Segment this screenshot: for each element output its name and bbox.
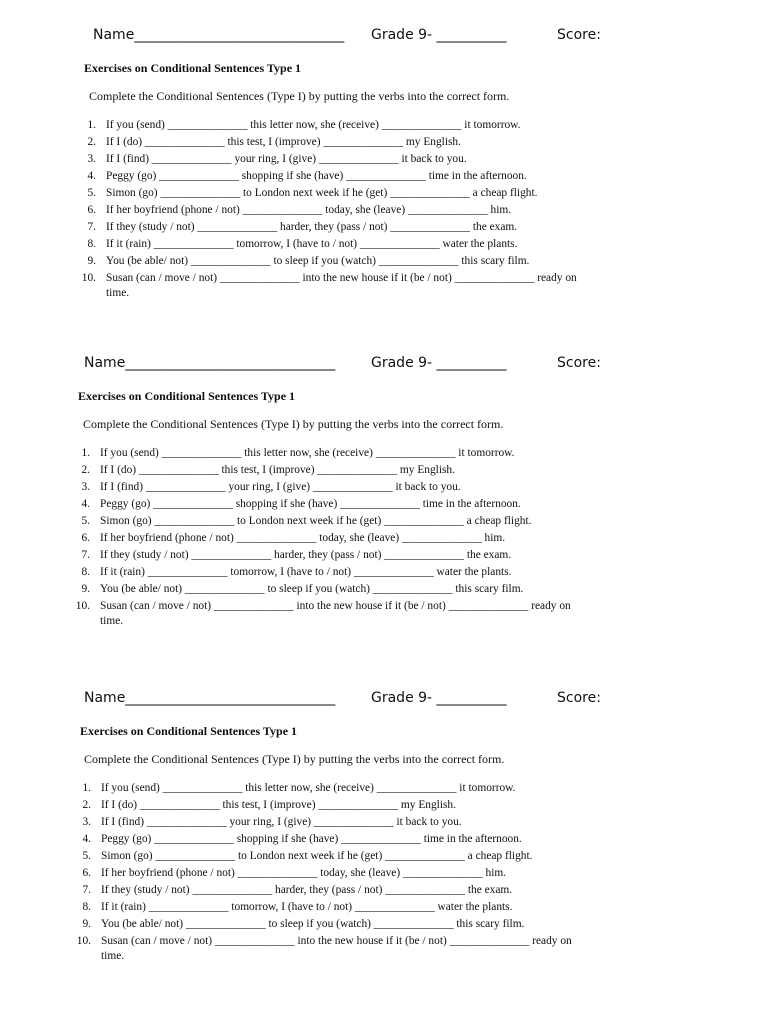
exercise-number: 7. xyxy=(82,884,91,896)
worksheet-instructions: Complete the Conditional Sentences (Type I) by putting the verbs into the correct form. xyxy=(84,752,505,766)
exercise-text: Susan (can / move / not) ______________ into the new house if it (be / not) ______________ ready on xyxy=(101,935,572,947)
worksheet-header xyxy=(0,27,768,47)
exercise-text: If I (find) ______________ your ring, I (give) ______________ it back to you. xyxy=(100,481,461,493)
exercise-text: If they (study / not) ______________ harder, they (pass / not) ______________ the exam. xyxy=(100,549,512,561)
grade-field: Grade 9- __________ xyxy=(371,690,507,706)
exercise-text: Simon (go) ______________ to London next week if he (get) ______________ a cheap flight. xyxy=(106,187,538,199)
name-field: Name______________________________ xyxy=(84,355,336,371)
exercise-text: If you (send) ______________ this letter now, she (receive) ______________ it tomorrow. xyxy=(100,447,515,459)
score-label: Score: xyxy=(557,690,601,706)
exercise-text: Peggy (go) ______________ shopping if she (have) ______________ time in the afternoon. xyxy=(100,498,521,510)
exercise-text: Simon (go) ______________ to London next week if he (get) ______________ a cheap flight. xyxy=(101,850,533,862)
exercise-number: 9. xyxy=(82,918,91,930)
worksheet-header xyxy=(0,690,768,710)
exercise-text-continuation: time. xyxy=(101,950,125,962)
exercise-number: 7. xyxy=(87,221,96,233)
score-label: Score: xyxy=(557,355,601,371)
exercise-number: 7. xyxy=(81,549,90,561)
grade-field: Grade 9- __________ xyxy=(371,355,507,371)
exercise-text: If it (rain) ______________ tomorrow, I (have to / not) ______________ water the plants. xyxy=(101,901,513,913)
exercise-number: 9. xyxy=(81,583,90,595)
exercise-text: If I (find) ______________ your ring, I (give) ______________ it back to you. xyxy=(106,153,467,165)
exercise-number: 1. xyxy=(81,447,90,459)
exercise-number: 1. xyxy=(82,782,91,794)
exercise-text-continuation: time. xyxy=(100,615,124,627)
exercise-text: You (be able/ not) ______________ to sleep if you (watch) ______________ this scary film. xyxy=(100,583,524,595)
worksheet-instructions: Complete the Conditional Sentences (Type I) by putting the verbs into the correct form. xyxy=(89,89,510,103)
exercise-number: 5. xyxy=(82,850,91,862)
exercise-text: If they (study / not) ______________ harder, they (pass / not) ______________ the exam. xyxy=(101,884,513,896)
exercise-number: 3. xyxy=(87,153,96,165)
exercise-text: Simon (go) ______________ to London next week if he (get) ______________ a cheap flight. xyxy=(100,515,532,527)
exercise-text: If I (do) ______________ this test, I (improve) ______________ my English. xyxy=(101,799,456,811)
exercise-number: 8. xyxy=(87,238,96,250)
exercise-text: Peggy (go) ______________ shopping if she (have) ______________ time in the afternoon. xyxy=(106,170,527,182)
exercise-number: 10. xyxy=(81,272,96,284)
worksheet-title: Exercises on Conditional Sentences Type 1 xyxy=(84,61,302,75)
exercise-number: 3. xyxy=(82,816,91,828)
name-field: Name______________________________ xyxy=(84,690,336,706)
exercise-text: If her boyfriend (phone / not) ______________ today, she (leave) ______________ him. xyxy=(101,867,507,879)
exercise-number: 8. xyxy=(81,566,90,578)
worksheet-header xyxy=(0,355,768,375)
exercise-text-continuation: time. xyxy=(106,287,130,299)
exercise-number: 5. xyxy=(87,187,96,199)
exercise-text: You (be able/ not) ______________ to sleep if you (watch) ______________ this scary film. xyxy=(101,918,525,930)
exercise-text: Susan (can / move / not) ______________ into the new house if it (be / not) ______________ ready on xyxy=(100,600,571,612)
exercise-text: If it (rain) ______________ tomorrow, I (have to / not) ______________ water the plants. xyxy=(106,238,518,250)
exercise-text: You (be able/ not) ______________ to sleep if you (watch) ______________ this scary film. xyxy=(106,255,530,267)
exercise-number: 9. xyxy=(87,255,96,267)
exercise-number: 6. xyxy=(87,204,96,216)
exercise-number: 5. xyxy=(81,515,90,527)
exercise-number: 4. xyxy=(82,833,91,845)
worksheet-instructions: Complete the Conditional Sentences (Type I) by putting the verbs into the correct form. xyxy=(83,417,504,431)
exercise-text: If I (do) ______________ this test, I (improve) ______________ my English. xyxy=(100,464,455,476)
exercise-text: If I (find) ______________ your ring, I (give) ______________ it back to you. xyxy=(101,816,462,828)
worksheet-title: Exercises on Conditional Sentences Type 1 xyxy=(78,389,296,403)
exercise-number: 1. xyxy=(87,119,96,131)
exercise-text: Susan (can / move / not) ______________ into the new house if it (be / not) ______________ ready on xyxy=(106,272,577,284)
exercise-text: If her boyfriend (phone / not) ______________ today, she (leave) ______________ him. xyxy=(106,204,512,216)
exercise-text: If I (do) ______________ this test, I (improve) ______________ my English. xyxy=(106,136,461,148)
exercise-number: 10. xyxy=(75,600,90,612)
exercise-number: 2. xyxy=(82,799,91,811)
exercise-number: 8. xyxy=(82,901,91,913)
exercise-number: 2. xyxy=(81,464,90,476)
exercise-number: 10. xyxy=(76,935,91,947)
exercise-text: If her boyfriend (phone / not) ______________ today, she (leave) ______________ him. xyxy=(100,532,506,544)
exercise-text: Peggy (go) ______________ shopping if she (have) ______________ time in the afternoon. xyxy=(101,833,522,845)
score-label: Score: xyxy=(557,27,601,43)
exercise-number: 6. xyxy=(81,532,90,544)
exercise-text: If you (send) ______________ this letter now, she (receive) ______________ it tomorrow. xyxy=(106,119,521,131)
exercise-number: 2. xyxy=(87,136,96,148)
name-field: Name______________________________ xyxy=(93,27,345,43)
exercise-text: If you (send) ______________ this letter now, she (receive) ______________ it tomorrow. xyxy=(101,782,516,794)
grade-field: Grade 9- __________ xyxy=(371,27,507,43)
exercise-text: If it (rain) ______________ tomorrow, I (have to / not) ______________ water the plants. xyxy=(100,566,512,578)
worksheet-title: Exercises on Conditional Sentences Type 1 xyxy=(80,724,298,738)
exercise-text: If they (study / not) ______________ harder, they (pass / not) ______________ the exam. xyxy=(106,221,518,233)
exercise-number: 6. xyxy=(82,867,91,879)
exercise-number: 4. xyxy=(87,170,96,182)
exercise-number: 4. xyxy=(81,498,90,510)
exercise-number: 3. xyxy=(81,481,90,493)
